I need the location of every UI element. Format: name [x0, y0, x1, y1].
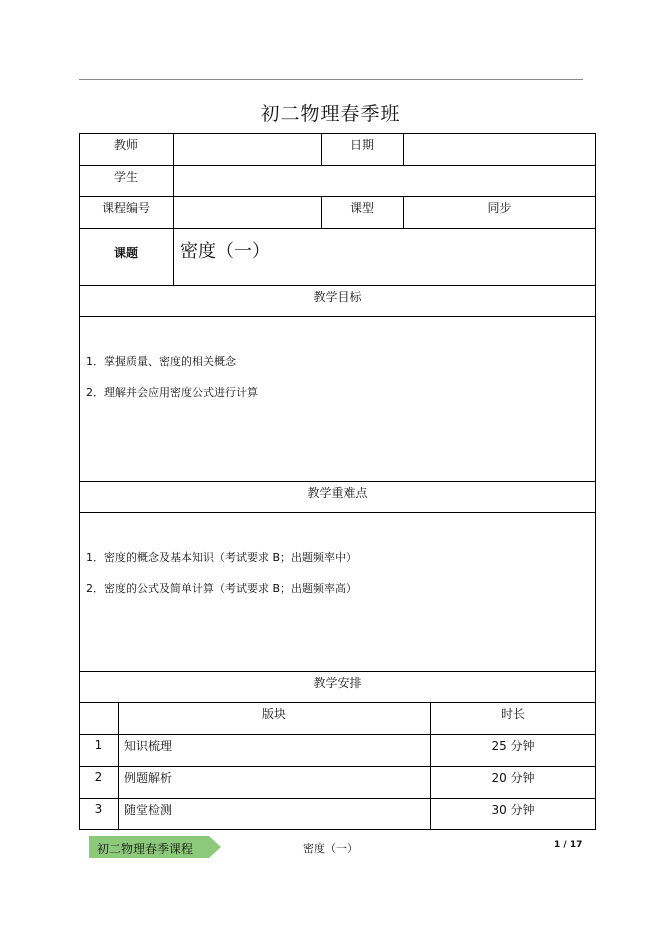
schedule-row-no: 3 [94, 802, 103, 816]
course-no-label: 课程编号 [101, 200, 150, 215]
goal-item-1: 1．掌握质量、密度的相关概念 [86, 355, 236, 368]
key-points-header: 教学重难点 [307, 485, 368, 500]
date-label: 日期 [349, 137, 374, 152]
course-type-label: 课型 [349, 200, 374, 215]
header-rule [79, 79, 583, 80]
schedule-row-duration: 25 分钟 [491, 738, 535, 753]
schedule-row-module: 随堂检测 [124, 802, 173, 817]
course-no-field[interactable] [174, 197, 320, 227]
goal-item-2: 2．理解并会应用密度公式进行计算 [86, 386, 258, 399]
schedule-row-duration: 20 分钟 [491, 770, 535, 785]
schedule-row-module: 例题解析 [124, 770, 173, 785]
key-point-item-2: 2．密度的公式及简单计算（考试要求 B；出题频率高） [86, 582, 358, 595]
schedule-header: 教学安排 [313, 675, 362, 690]
schedule-row-no: 1 [94, 738, 103, 752]
topic-value: 密度（一） [180, 241, 270, 262]
page-number: 1 / 17 [554, 840, 583, 850]
topic-label: 课题 [113, 245, 138, 260]
document-title: 初二物理春季班 [260, 103, 401, 125]
teacher-label: 教师 [113, 137, 138, 152]
footer-title: 密度（一） [303, 842, 358, 855]
key-point-item-1: 1．密度的概念及基本知识（考试要求 B；出题频率中） [86, 551, 358, 564]
course-type-value: 同步 [487, 200, 512, 215]
schedule-row-duration: 30 分钟 [491, 802, 535, 817]
teacher-field[interactable] [174, 134, 320, 164]
date-field[interactable] [404, 134, 595, 164]
schedule-col-module: 版块 [261, 706, 286, 721]
schedule-row-module: 知识梳理 [124, 738, 173, 753]
goals-header: 教学目标 [313, 289, 362, 304]
student-label: 学生 [113, 169, 138, 184]
student-field[interactable] [174, 166, 595, 195]
schedule-col-duration: 时长 [500, 706, 525, 721]
footer-tag-label: 初二物理春季课程 [97, 842, 194, 856]
schedule-row-no: 2 [94, 770, 103, 784]
